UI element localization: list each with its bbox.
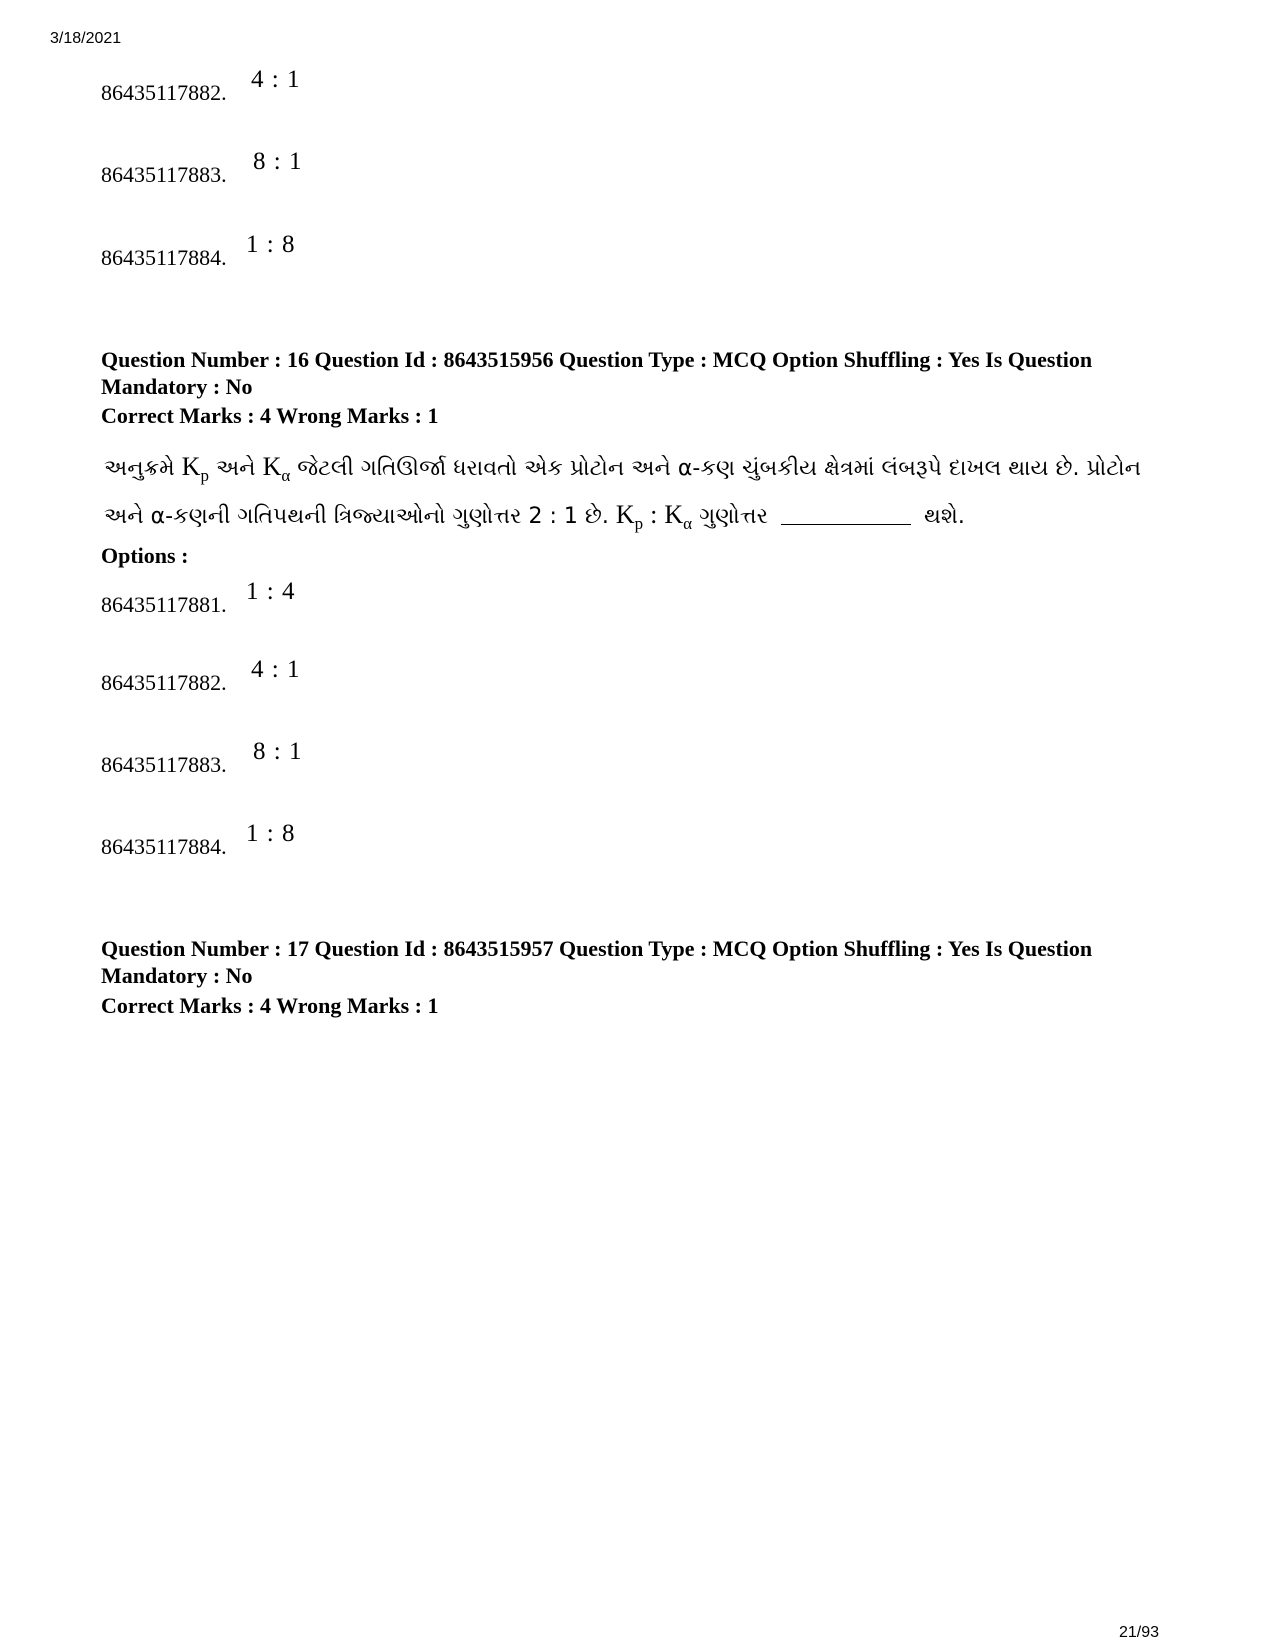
option-id: 86435117882. [101, 80, 227, 105]
question-16-text-line-1 [104, 452, 1184, 486]
question-16-header: Question Number : 16 Question Id : 8643515956 Question Type : MCQ Option Shuffling : Yes Is Question Mandatory : No [101, 347, 1093, 399]
ratio-colon: : [650, 500, 658, 529]
text-segment: અનુક્રમે [104, 456, 175, 481]
text-segment: થશે. [924, 504, 965, 529]
kp-symbol: $K_p$ [615, 500, 644, 533]
text-segment: જેટલી ગતિઊર્જા ધરાવતો એક પ્રોટોન અને α-કણ ચુંબકીય ક્ષેત્રમાં લંબરૂપે દાખલ થાય છે. પ્રોટોન [297, 456, 1141, 481]
text-segment: ગુણોત્તર [699, 504, 768, 529]
option-id: 86435117881. [101, 592, 227, 617]
option-id: 86435117884. [101, 245, 227, 270]
option-value: 8 : 1 [253, 738, 303, 765]
kp-symbol: $K_p$ [181, 452, 209, 485]
ka-symbol: $K_\alpha$ [262, 452, 291, 485]
option-value: 1 : 4 [246, 578, 296, 605]
option-id: 86435117882. [101, 670, 227, 695]
option-value: 1 : 8 [246, 231, 296, 258]
question-16-text-line-2 [104, 500, 1184, 534]
question-17-header: Question Number : 17 Question Id : 8643515957 Question Type : MCQ Option Shuffling : Yes Is Question Mandatory : No [101, 936, 1093, 988]
option-id: 86435117883. [101, 752, 227, 777]
option-value: 8 : 1 [253, 148, 303, 175]
answer-blank [781, 524, 911, 525]
option-value: 4 : 1 [251, 66, 301, 93]
options-label: Options : [101, 543, 189, 568]
text-segment: અને α-કણની ગતિપથની ત્રિજ્યાઓનો ગુણોત્તર 2 : 1 છે. [104, 504, 609, 529]
question-16-marks: Correct Marks : 4 Wrong Marks : 1 [101, 403, 439, 428]
option-id: 86435117884. [101, 834, 227, 859]
option-id: 86435117883. [101, 162, 227, 187]
text-segment: અને [215, 456, 256, 481]
option-value: 4 : 1 [251, 656, 301, 683]
option-value: 1 : 8 [246, 820, 296, 847]
page-number: 21/93 [1118, 1624, 1159, 1641]
ka-symbol: $K_\alpha$ [664, 500, 693, 533]
question-17-marks: Correct Marks : 4 Wrong Marks : 1 [101, 993, 439, 1018]
page-date: 3/18/2021 [50, 30, 122, 47]
